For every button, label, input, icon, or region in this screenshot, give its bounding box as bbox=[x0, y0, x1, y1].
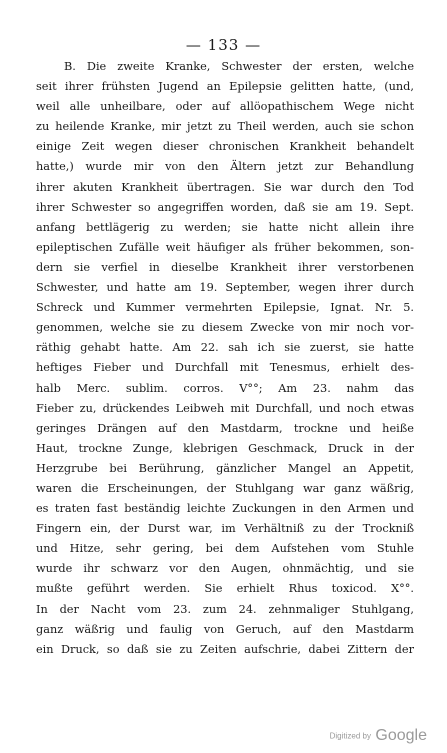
text-line: zu heilende Kranke, mir jetzt zu Theil werden, auch sie schon bbox=[36, 120, 414, 134]
text-line: es traten fast beständig leichte Zuckungen in den Armen und bbox=[36, 502, 414, 516]
google-logo: Google bbox=[375, 726, 427, 744]
text-line: heftiges Fieber und Durchfall mit Tenesmus, erhielt des- bbox=[36, 361, 414, 375]
text-line: genommen, welche sie zu diesem Zwecke von mir noch vor- bbox=[36, 321, 414, 335]
text-line: räthig gehabt hatte. Am 22. sah ich sie zuerst, sie hatte bbox=[36, 341, 414, 355]
text-line: In der Nacht vom 23. zum 24. zehnmaliger Stuhlgang, bbox=[36, 602, 414, 616]
text-line: Fieber zu, drückendes Leibweh mit Durchfall, und noch etwas bbox=[36, 401, 414, 415]
text-line: waren die Erscheinungen, der Stuhlgang war ganz wäßrig, bbox=[36, 481, 414, 495]
text-line: mußte geführt werden. Sie erhielt Rhus toxicod. X°°. bbox=[36, 582, 414, 596]
text-line: ganz wäßrig und faulig von Geruch, auf den Mastdarm bbox=[36, 622, 414, 636]
body-text bbox=[36, 57, 414, 660]
text-line: wurde ihr schwarz vor den Augen, ohnmächtig, und sie bbox=[36, 562, 414, 576]
digitized-by-google-watermark bbox=[330, 727, 427, 745]
text-line: weil alle unheilbare, oder auf allöopathischem Wege nicht bbox=[36, 100, 414, 114]
text-line: B. Die zweite Kranke, Schwester der ersten, welche bbox=[64, 60, 414, 73]
text-line: und Hitze, sehr gering, bei dem Aufstehen vom Stuhle bbox=[36, 542, 414, 556]
page-number: — 133 — bbox=[185, 36, 262, 54]
text-line: ihrer Schwester so angegriffen worden, daß sie am 19. Sept. bbox=[36, 200, 414, 214]
text-line: hatte,) wurde mir von den Ältern jetzt zur Behandlung bbox=[36, 160, 414, 174]
text-line: Schreck und Kummer vermehrten Epilepsie, Ignat. Nr. 5. bbox=[36, 301, 414, 315]
text-line: anfang bettlägerig zu werden; sie hatte nicht allein ihre bbox=[36, 220, 414, 234]
text-line: Fingern ein, der Durst war, im Verhältniß zu der Trockniß bbox=[36, 522, 414, 536]
text-line: ein Druck, so daß sie zu Zeiten aufschrie, dabei Zittern der bbox=[36, 642, 414, 656]
text-line: dern sie verfiel in dieselbe Krankheit ihrer verstorbenen bbox=[36, 260, 414, 274]
text-line: epileptischen Zufälle weit häufiger als früher bekommen, son- bbox=[36, 240, 414, 254]
text-line: seit ihrer frühsten Jugend an Epilepsie gelitten hatte, (und, bbox=[36, 80, 414, 94]
text-line: einige Zeit wegen dieser chronischen Krankheit behandelt bbox=[36, 140, 414, 154]
text-line: Schwester, und hatte am 19. September, wegen ihrer durch bbox=[36, 281, 414, 295]
text-line: ihrer akuten Krankheit übertragen. Sie war durch den Tod bbox=[36, 180, 414, 194]
text-line: Haut, trockne Zunge, klebrigen Geschmack, Druck in der bbox=[36, 441, 414, 455]
text-line: geringes Drängen auf den Mastdarm, trockne und heiße bbox=[36, 421, 414, 435]
watermark-prefix: Digitized by bbox=[329, 731, 371, 741]
text-line: Herzgrube bei Berührung, gänzlicher Mangel an Appetit, bbox=[36, 461, 414, 475]
text-line: halb Merc. sublim. corros. V°°; Am 23. nahm das bbox=[36, 381, 414, 395]
